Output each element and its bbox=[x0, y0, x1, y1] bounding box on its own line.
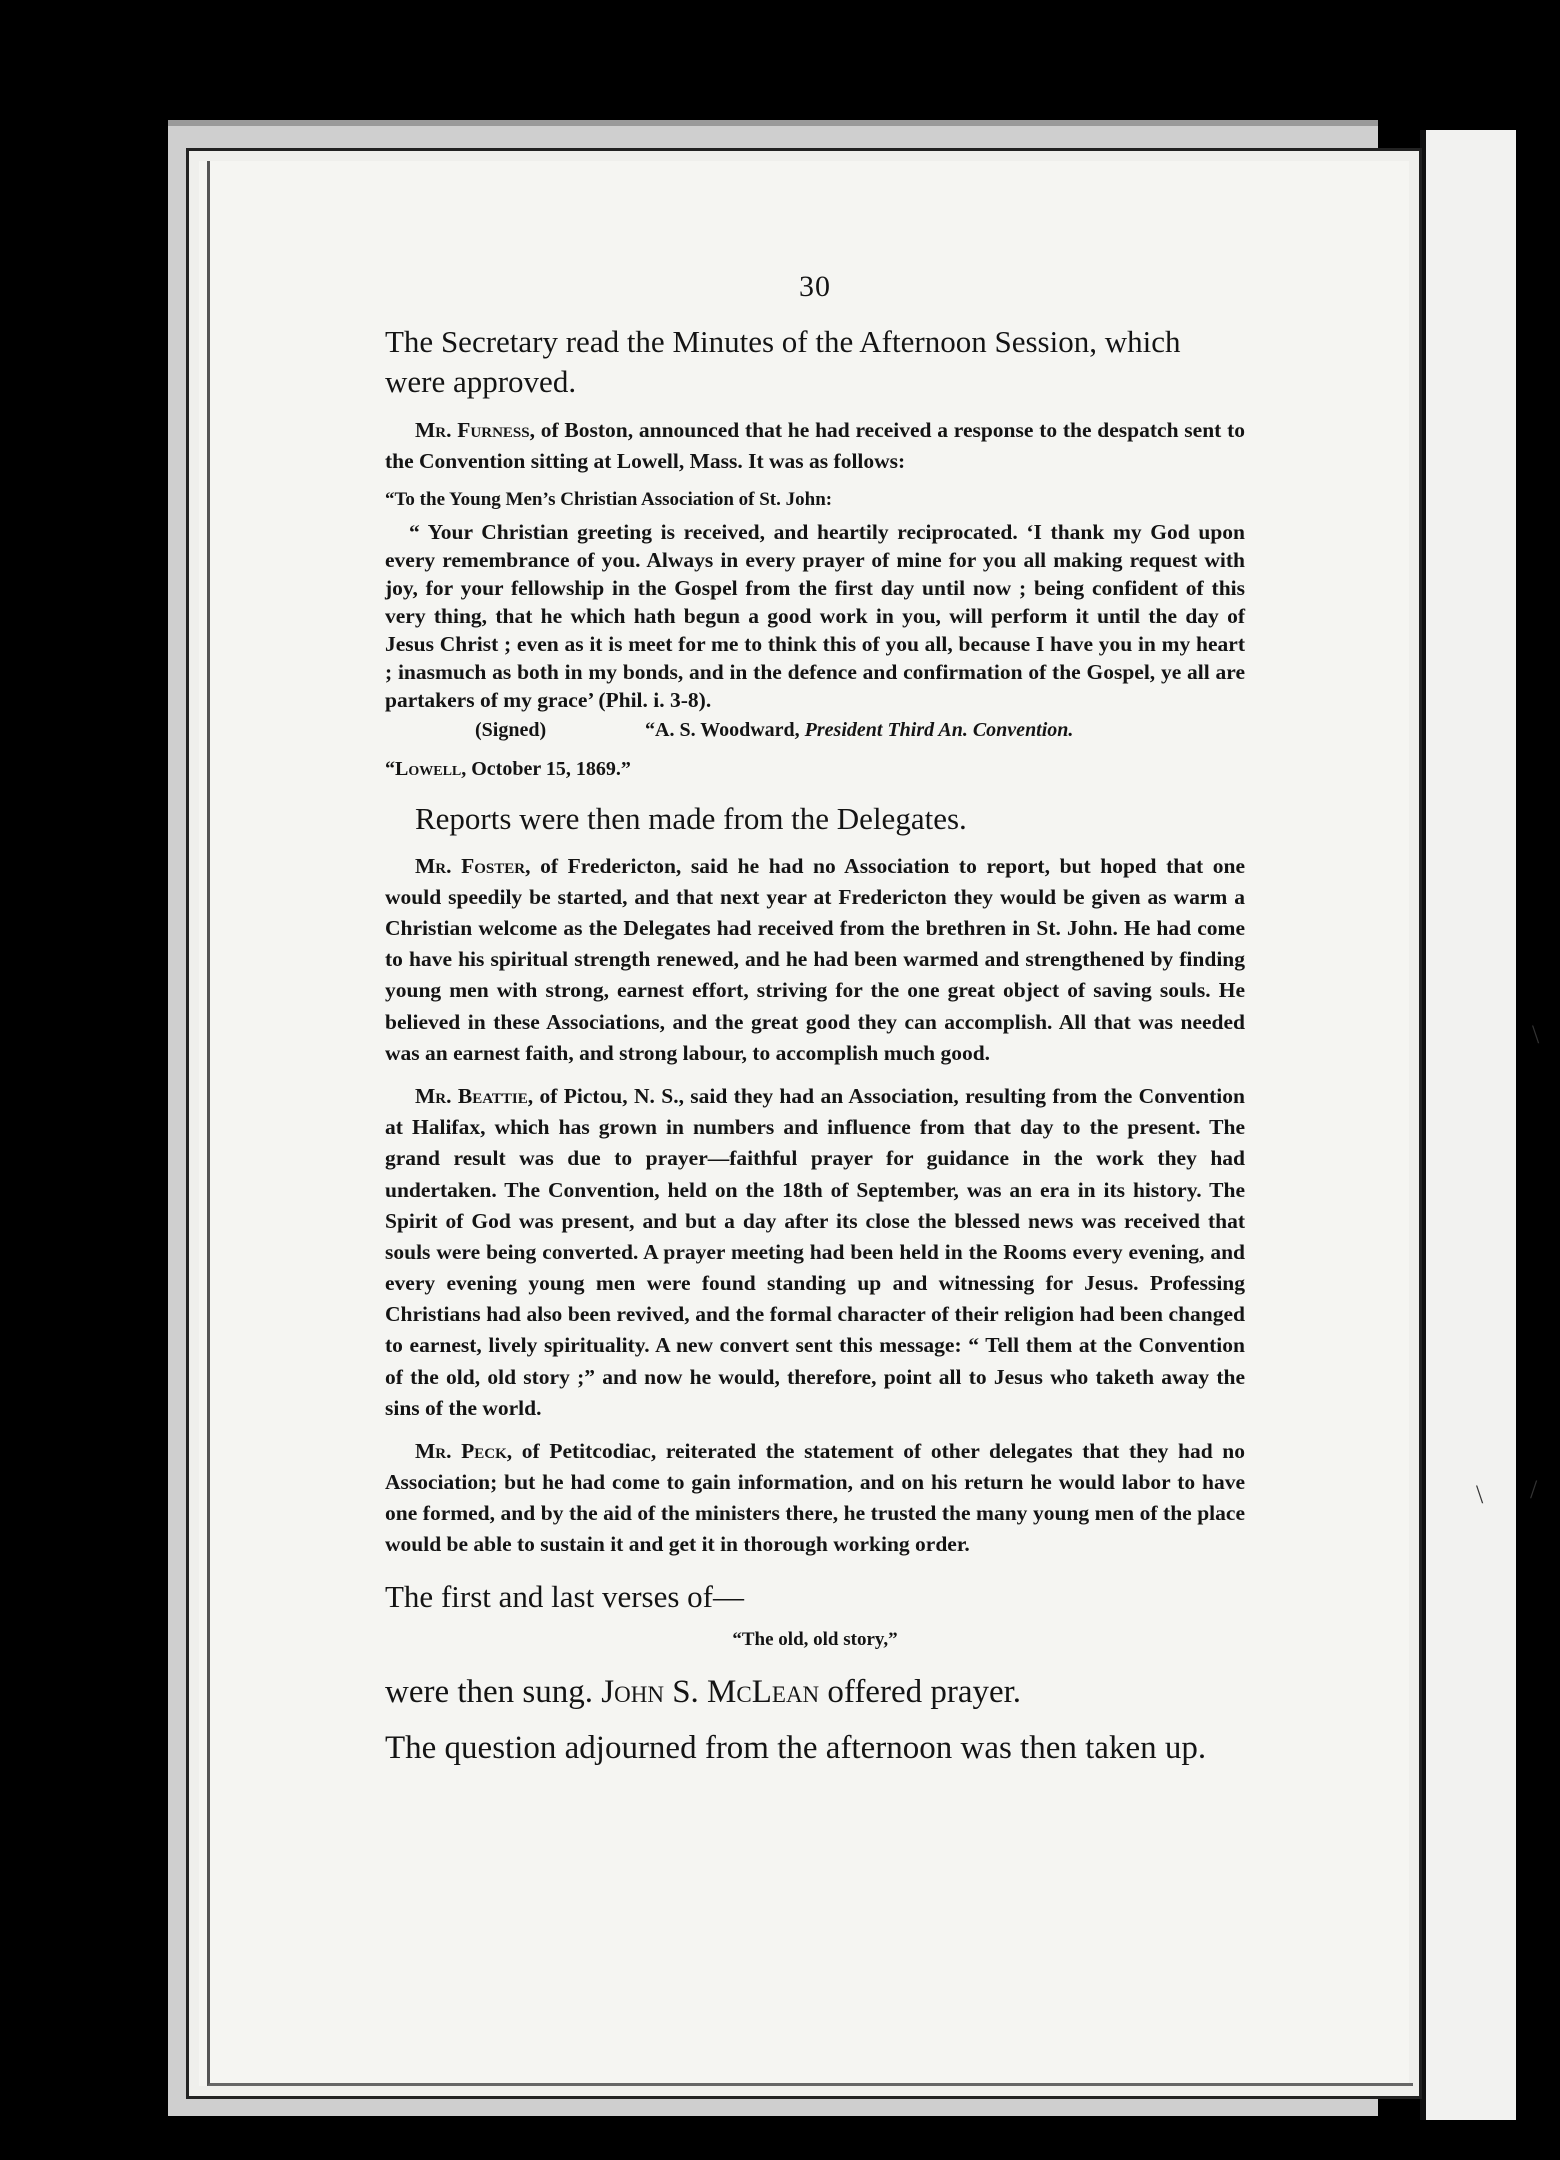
facing-page-edge bbox=[1420, 130, 1516, 2120]
paragraph-text: of Fredericton, said he had no Association to report, but hoped that one would speedily be started, and that next year at Fredericton they would be given as warm a Christian welcome as the Delegates had received from the brethren in St. John. He had come to have his spiritual strength renewed, and he had been warmed and strengthened by finding young men with strong, earnest effort, striving for the one great object of saving souls. He believed in these Associations, and the great good they can accomplish. All that was needed was an earnest faith, and strong labour, to accomplish much good. bbox=[385, 853, 1245, 1065]
signed-label: (Signed) bbox=[475, 718, 547, 741]
letter-dateline bbox=[385, 758, 1245, 781]
signature-name bbox=[645, 719, 1073, 742]
furness-paragraph bbox=[385, 415, 1245, 477]
sung-before: were then sung. bbox=[385, 1673, 602, 1710]
reports-heading: Reports were then made from the Delegates. bbox=[415, 800, 967, 836]
foster-paragraph bbox=[385, 851, 1245, 1069]
speaker-name: Mr. Peck, bbox=[415, 1438, 513, 1463]
letter-body: “ Your Christian greeting is received, and heartily reciprocated. ‘I thank my God upon every remembrance of you. Always in every prayer of mine for you all making request with joy, for your fellowship in the Gospel from the first day until now ; being confident of this very thing, that he which hath begun a good work in you, will perform it until the day of Jesus Christ ; even as it is meet for me to think this of you all, because I have you in my heart ; inasmuch as both in my bonds, and in the defence and confirmation of the Gospel, ye all are partakers of my grace’ (Phil. i. 3-8). bbox=[385, 519, 1245, 712]
letter-signature bbox=[385, 719, 1245, 742]
scan-mark: \ bbox=[1532, 1020, 1540, 1049]
hymn-title: “The old, old story,” bbox=[732, 1628, 898, 1650]
sung-line bbox=[385, 1669, 1245, 1717]
signer-title: President Third An. Convention. bbox=[804, 718, 1074, 741]
paragraph-text: of Pictou, N. S., said they had an Association, resulting from the Convention at Halifax, which has grown in numbers and influence from that day to the present. The grand result was due to prayer—faithful prayer for guidance in the work they had undertaken. The Convention, held on the 18th of September, was an era in its history. The Spirit of God was present, and but a day after its close the blessed news was received that souls were being converted. A prayer meeting had been held in the Rooms every evening, and every evening young men were found standing up and witnessing for Jesus. Professing Christians had also been revived, and the formal character of their religion had been changed to earnest, lively spirituality. A new convert sent this message: “ Tell them at the Convention of the old, old story ;” and now he would, therefore, point all to Jesus who taketh away the sins of the world. bbox=[385, 1084, 1245, 1420]
dateline-date: October 15, 1869.” bbox=[466, 757, 631, 780]
letter-address: “To the Young Men’s Christian Association of St. John: bbox=[385, 488, 833, 510]
peck-paragraph bbox=[385, 1436, 1245, 1561]
scan-mark: \ bbox=[1476, 1480, 1484, 1509]
signer-name: “A. S. Woodward, bbox=[645, 718, 800, 741]
minutes-heading: The Secretary read the Minutes of the Afternoon Session, which were approved. bbox=[385, 324, 1181, 400]
scan-mark: / bbox=[1530, 1475, 1538, 1504]
prayer-leader-name: John S. McLean bbox=[601, 1673, 820, 1710]
dateline-place: “Lowell, bbox=[385, 757, 467, 780]
verses-intro: The first and last verses of— bbox=[385, 1578, 744, 1614]
page-number: 30 bbox=[799, 270, 831, 303]
paragraph-text: of Boston, announced that he had received a response to the despatch sent to the Convention sitting at Lowell, Mass. It was as follows: bbox=[385, 417, 1245, 473]
page-text bbox=[385, 270, 1245, 1781]
paragraph-text: of Petitcodiac, reiterated the statement of other delegates that they had no Association; but he had come to gain information, and on his return he would labor to have one formed, and by the aid of the ministers there, he trusted the many young men of the place would be able to sustain it and get it in thorough working order. bbox=[385, 1438, 1245, 1557]
speaker-name: Mr. Furness, bbox=[415, 417, 535, 442]
speaker-name: Mr. Foster, bbox=[415, 853, 531, 878]
beattie-paragraph bbox=[385, 1081, 1245, 1424]
sung-after: offered prayer. bbox=[819, 1673, 1022, 1710]
speaker-name: Mr. Beattie, bbox=[415, 1084, 534, 1108]
closing-line: The question adjourned from the afternoon was then taken up. bbox=[385, 1729, 1207, 1766]
